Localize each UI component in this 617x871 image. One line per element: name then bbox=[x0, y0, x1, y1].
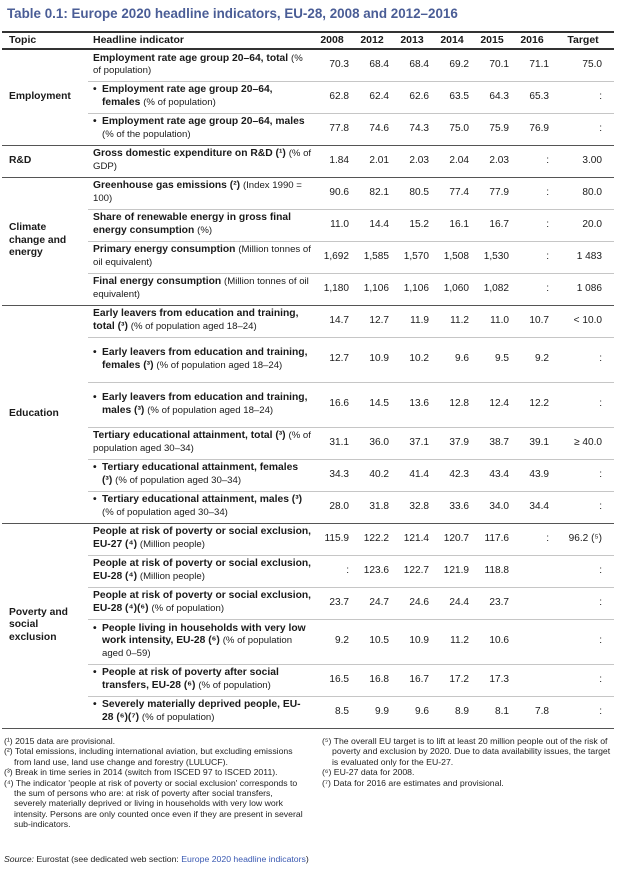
target-cell: 75.0 bbox=[552, 49, 614, 81]
source-line bbox=[4, 854, 309, 864]
value-cell: 65.3 bbox=[512, 81, 552, 113]
indicator-unit: (% of population) bbox=[141, 712, 215, 723]
value-cell: 75.9 bbox=[472, 113, 512, 145]
indicator-cell bbox=[88, 491, 312, 523]
value-cell: 77.4 bbox=[432, 177, 472, 209]
topic-cell: Poverty and social exclusion bbox=[2, 523, 88, 728]
value-cell: 1,180 bbox=[312, 273, 352, 305]
indicator-unit: (% of population aged 30–34) bbox=[93, 430, 311, 454]
value-cell: 71.1 bbox=[512, 49, 552, 81]
footnote: (⁷) Data for 2016 are estimates and provisional. bbox=[322, 777, 504, 788]
table-row bbox=[2, 587, 614, 619]
footnote: (⁵) The overall EU target is to lift at least 20 million people out of the risk of poverty and exclusion by 2020. Due to data availability issues, the target is evaluated only for the EU-27. bbox=[322, 736, 611, 767]
value-cell: 115.9 bbox=[312, 523, 352, 555]
indicator-cell bbox=[88, 459, 312, 491]
table-row bbox=[2, 337, 614, 382]
indicator-name: Severely materially deprived people, EU-28 (⁶)(⁷) bbox=[102, 699, 301, 723]
value-cell: 75.0 bbox=[432, 113, 472, 145]
value-cell: 1,570 bbox=[392, 241, 432, 273]
table-body bbox=[2, 49, 614, 728]
value-cell: 10.5 bbox=[352, 619, 392, 664]
value-cell: 38.7 bbox=[472, 427, 512, 459]
indicator-unit: (% of population) bbox=[93, 52, 303, 77]
value-cell: 64.3 bbox=[472, 81, 512, 113]
topic-cell: Climate change and energy bbox=[2, 177, 88, 305]
value-cell: 28.0 bbox=[312, 491, 352, 523]
value-cell: : bbox=[512, 273, 552, 305]
indicator-cell bbox=[88, 587, 312, 619]
value-cell: 17.2 bbox=[432, 664, 472, 696]
table-row bbox=[2, 113, 614, 145]
value-cell: 11.2 bbox=[432, 619, 472, 664]
value-cell: 8.5 bbox=[312, 696, 352, 728]
footnote: (²) Total emissions, including international aviation, but excluding emissions from land use, land use change and forestry (LULUCF). bbox=[4, 746, 293, 767]
table-row bbox=[2, 664, 614, 696]
target-cell: : bbox=[552, 587, 614, 619]
indicator-name: People at risk of poverty after social transfers, EU-28 (⁶) bbox=[102, 667, 279, 691]
value-cell: 37.9 bbox=[432, 427, 472, 459]
value-cell: 23.7 bbox=[472, 587, 512, 619]
target-cell: : bbox=[552, 81, 614, 113]
value-cell: 1,082 bbox=[472, 273, 512, 305]
value-cell: 2.01 bbox=[352, 145, 392, 177]
value-cell: 70.3 bbox=[312, 49, 352, 81]
indicator-name: Early leavers from education and training, males (³) bbox=[102, 391, 308, 416]
value-cell: 1,585 bbox=[352, 241, 392, 273]
value-cell: 7.8 bbox=[512, 696, 552, 728]
target-cell: : bbox=[552, 555, 614, 587]
table-title: Table 0.1: Europe 2020 headline indicators, EU-28, 2008 and 2012–2016 bbox=[7, 6, 458, 21]
indicator-cell bbox=[88, 49, 312, 81]
value-cell: 121.9 bbox=[432, 555, 472, 587]
table-row bbox=[2, 491, 614, 523]
indicator-unit: (% of population) bbox=[198, 680, 271, 691]
indicator-name: People living in households with very low work intensity, EU-28 (⁶) bbox=[102, 622, 306, 647]
value-cell: 74.6 bbox=[352, 113, 392, 145]
value-cell: 9.2 bbox=[312, 619, 352, 664]
value-cell: 74.3 bbox=[392, 113, 432, 145]
table-row bbox=[2, 459, 614, 491]
indicator-name: Employment rate age group 20–64, females bbox=[102, 84, 273, 108]
value-cell: 16.8 bbox=[352, 664, 392, 696]
table-row bbox=[2, 696, 614, 728]
value-cell: 63.5 bbox=[432, 81, 472, 113]
footnotes-left bbox=[4, 736, 304, 830]
value-cell: 12.7 bbox=[352, 305, 392, 337]
value-cell: 24.4 bbox=[432, 587, 472, 619]
header-row bbox=[2, 32, 614, 49]
value-cell: 16.7 bbox=[392, 664, 432, 696]
bullet-icon: • bbox=[93, 116, 97, 128]
indicator-cell bbox=[88, 664, 312, 696]
value-cell: 16.5 bbox=[312, 664, 352, 696]
topic-cell: R&D bbox=[2, 145, 88, 177]
value-cell: : bbox=[512, 209, 552, 241]
col-header-year: 2015 bbox=[472, 32, 512, 49]
value-cell: 11.9 bbox=[392, 305, 432, 337]
value-cell: 40.2 bbox=[352, 459, 392, 491]
value-cell: 70.1 bbox=[472, 49, 512, 81]
indicator-cell bbox=[88, 145, 312, 177]
value-cell: 13.6 bbox=[392, 382, 432, 427]
table-row bbox=[2, 555, 614, 587]
value-cell: 16.1 bbox=[432, 209, 472, 241]
indicator-unit: (% of population aged 0–59) bbox=[102, 635, 293, 659]
value-cell: 16.6 bbox=[312, 382, 352, 427]
value-cell: 11.0 bbox=[472, 305, 512, 337]
footnote: (⁶) EU-27 data for 2008. bbox=[322, 767, 415, 778]
indicator-unit: (% of population aged 18–24) bbox=[156, 359, 283, 371]
value-cell: 122.7 bbox=[392, 555, 432, 587]
bullet-icon: • bbox=[93, 84, 97, 96]
table-row bbox=[2, 382, 614, 427]
value-cell: 9.5 bbox=[472, 337, 512, 382]
indicator-cell bbox=[88, 382, 312, 427]
target-cell: 1 483 bbox=[552, 241, 614, 273]
value-cell: 32.8 bbox=[392, 491, 432, 523]
target-cell: : bbox=[552, 664, 614, 696]
target-cell: : bbox=[552, 491, 614, 523]
bullet-icon: • bbox=[93, 462, 97, 474]
value-cell: 69.2 bbox=[432, 49, 472, 81]
value-cell: 11.0 bbox=[312, 209, 352, 241]
target-cell: 1 086 bbox=[552, 273, 614, 305]
value-cell: 16.7 bbox=[472, 209, 512, 241]
indicator-unit: (Million tonnes of oil equivalent) bbox=[93, 276, 309, 300]
value-cell: 10.6 bbox=[472, 619, 512, 664]
indicator-unit: (% of population aged 18–24) bbox=[147, 404, 274, 416]
source-text: Eurostat (see dedicated web section: bbox=[36, 854, 179, 864]
footnote: (⁴) The indicator 'people at risk of poverty or social exclusion' corresponds to the sum of persons who are: at risk of poverty after social transfers, severely materially deprived or living in households with very low work intensity. Persons are only counted once even if they are present in several sub-indicators. bbox=[4, 777, 303, 830]
value-cell bbox=[512, 587, 552, 619]
value-cell: 10.9 bbox=[392, 619, 432, 664]
value-cell: 1,060 bbox=[432, 273, 472, 305]
value-cell: 24.6 bbox=[392, 587, 432, 619]
table-row bbox=[2, 241, 614, 273]
indicator-unit: (% of the population) bbox=[102, 129, 191, 140]
value-cell: 12.8 bbox=[432, 382, 472, 427]
table-row bbox=[2, 523, 614, 555]
value-cell: 10.2 bbox=[392, 337, 432, 382]
value-cell: 80.5 bbox=[392, 177, 432, 209]
bullet-icon: • bbox=[93, 699, 97, 711]
indicator-cell bbox=[88, 523, 312, 555]
table-row bbox=[2, 619, 614, 664]
target-cell: 80.0 bbox=[552, 177, 614, 209]
indicator-name: Greenhouse gas emissions (²) bbox=[93, 180, 241, 192]
footnote: (³) Break in time series in 2014 (switch from ISCED 97 to ISCED 2011). bbox=[4, 767, 278, 778]
value-cell bbox=[512, 619, 552, 664]
value-cell: 77.9 bbox=[472, 177, 512, 209]
value-cell: 14.5 bbox=[352, 382, 392, 427]
table-row bbox=[2, 81, 614, 113]
indicator-name: People at risk of poverty or social exclusion, EU-28 (⁴)(⁶) bbox=[93, 590, 312, 614]
indicator-unit: (Index 1990 = 100) bbox=[93, 180, 302, 204]
value-cell: 34.0 bbox=[472, 491, 512, 523]
indicator-name: Primary energy consumption bbox=[93, 244, 236, 256]
value-cell: 1,530 bbox=[472, 241, 512, 273]
value-cell: 43.4 bbox=[472, 459, 512, 491]
bullet-icon: • bbox=[93, 391, 97, 403]
target-cell: 3.00 bbox=[552, 145, 614, 177]
value-cell: 14.7 bbox=[312, 305, 352, 337]
value-cell: 34.3 bbox=[312, 459, 352, 491]
table-row bbox=[2, 305, 614, 337]
target-cell: 96.2 (⁵) bbox=[552, 523, 614, 555]
target-cell: : bbox=[552, 619, 614, 664]
value-cell: 2.04 bbox=[432, 145, 472, 177]
indicator-name: Employment rate age group 20–64, total bbox=[93, 52, 289, 64]
col-header-year: 2008 bbox=[312, 32, 352, 49]
indicator-name: Early leavers from education and training, total (³) bbox=[93, 308, 299, 332]
indicator-name: Share of renewable energy in gross final energy consumption bbox=[93, 212, 291, 236]
value-cell: 1,106 bbox=[392, 273, 432, 305]
footnote: (¹) 2015 data are provisional. bbox=[4, 736, 116, 746]
value-cell: 34.4 bbox=[512, 491, 552, 523]
indicator-name: Early leavers from education and training, females (³) bbox=[102, 346, 308, 371]
value-cell: 9.6 bbox=[432, 337, 472, 382]
value-cell: : bbox=[512, 145, 552, 177]
value-cell: 24.7 bbox=[352, 587, 392, 619]
value-cell: 17.3 bbox=[472, 664, 512, 696]
value-cell: 9.2 bbox=[512, 337, 552, 382]
col-header-year: 2012 bbox=[352, 32, 392, 49]
indicator-unit: (% of population aged 30–34) bbox=[115, 475, 242, 486]
value-cell: 122.2 bbox=[352, 523, 392, 555]
indicator-name: Employment rate age group 20–64, males bbox=[102, 116, 305, 128]
value-cell: 41.4 bbox=[392, 459, 432, 491]
value-cell: 33.6 bbox=[432, 491, 472, 523]
indicator-unit: (% of population aged 30–34) bbox=[102, 507, 228, 518]
indicator-cell bbox=[88, 177, 312, 209]
value-cell: 2.03 bbox=[392, 145, 432, 177]
col-header-indicator: Headline indicator bbox=[88, 32, 312, 49]
target-cell: : bbox=[552, 337, 614, 382]
indicator-name: Tertiary educational attainment, females (³) bbox=[102, 462, 299, 486]
value-cell: 2.03 bbox=[472, 145, 512, 177]
value-cell: 12.2 bbox=[512, 382, 552, 427]
indicator-cell bbox=[88, 241, 312, 273]
value-cell: 43.9 bbox=[512, 459, 552, 491]
value-cell: 1,106 bbox=[352, 273, 392, 305]
value-cell: 76.9 bbox=[512, 113, 552, 145]
value-cell: 1,692 bbox=[312, 241, 352, 273]
target-cell: : bbox=[552, 459, 614, 491]
indicator-unit: (% of GDP) bbox=[93, 148, 312, 172]
value-cell: 1.84 bbox=[312, 145, 352, 177]
indicator-cell bbox=[88, 81, 312, 113]
value-cell: 12.7 bbox=[312, 337, 352, 382]
value-cell: 23.7 bbox=[312, 587, 352, 619]
value-cell: 8.9 bbox=[432, 696, 472, 728]
target-cell: 20.0 bbox=[552, 209, 614, 241]
col-header-year: 2016 bbox=[512, 32, 552, 49]
value-cell: : bbox=[512, 177, 552, 209]
indicator-cell bbox=[88, 273, 312, 305]
table-row bbox=[2, 427, 614, 459]
value-cell: 68.4 bbox=[352, 49, 392, 81]
indicator-cell bbox=[88, 555, 312, 587]
indicator-unit: (% of population) bbox=[151, 603, 225, 614]
value-cell: 1,508 bbox=[432, 241, 472, 273]
table-row bbox=[2, 145, 614, 177]
value-cell: 117.6 bbox=[472, 523, 512, 555]
value-cell: : bbox=[312, 555, 352, 587]
target-cell: : bbox=[552, 696, 614, 728]
bullet-icon: • bbox=[93, 494, 97, 506]
source-link[interactable]: Europe 2020 headline indicators bbox=[181, 854, 306, 864]
indicator-cell bbox=[88, 305, 312, 337]
indicator-cell bbox=[88, 337, 312, 382]
value-cell: 62.8 bbox=[312, 81, 352, 113]
col-header-year: 2013 bbox=[392, 32, 432, 49]
indicator-name: Tertiary educational attainment, total (³) bbox=[93, 430, 286, 442]
topic-cell: Employment bbox=[2, 49, 88, 145]
value-cell bbox=[512, 555, 552, 587]
table-row bbox=[2, 177, 614, 209]
value-cell: 15.2 bbox=[392, 209, 432, 241]
col-header-topic: Topic bbox=[2, 32, 88, 49]
value-cell: 31.8 bbox=[352, 491, 392, 523]
value-cell: 11.2 bbox=[432, 305, 472, 337]
value-cell: 77.8 bbox=[312, 113, 352, 145]
indicator-name: Tertiary educational attainment, males (³) bbox=[102, 494, 303, 506]
indicator-cell bbox=[88, 696, 312, 728]
headline-indicators-table bbox=[2, 31, 614, 729]
indicator-name: People at risk of poverty or social exclusion, EU-27 (⁴) bbox=[93, 526, 312, 550]
value-cell: 37.1 bbox=[392, 427, 432, 459]
value-cell: 118.8 bbox=[472, 555, 512, 587]
indicator-unit: (%) bbox=[197, 225, 213, 236]
indicator-name: Gross domestic expenditure on R&D (¹) bbox=[93, 148, 286, 160]
value-cell: 62.4 bbox=[352, 81, 392, 113]
value-cell: 123.6 bbox=[352, 555, 392, 587]
value-cell: 31.1 bbox=[312, 427, 352, 459]
indicator-unit: (Million tonnes of oil equivalent) bbox=[93, 244, 311, 268]
value-cell: 12.4 bbox=[472, 382, 512, 427]
value-cell: 10.7 bbox=[512, 305, 552, 337]
value-cell: 42.3 bbox=[432, 459, 472, 491]
indicator-unit: (% of population aged 18–24) bbox=[130, 321, 257, 332]
value-cell: 39.1 bbox=[512, 427, 552, 459]
target-cell: : bbox=[552, 113, 614, 145]
col-header-year: 2014 bbox=[432, 32, 472, 49]
bullet-icon: • bbox=[93, 622, 97, 634]
value-cell: : bbox=[512, 241, 552, 273]
value-cell: 90.6 bbox=[312, 177, 352, 209]
indicator-unit: (Million people) bbox=[139, 571, 205, 582]
value-cell: 36.0 bbox=[352, 427, 392, 459]
value-cell: 82.1 bbox=[352, 177, 392, 209]
indicator-unit: (Million people) bbox=[139, 539, 205, 550]
table-row bbox=[2, 273, 614, 305]
indicator-cell bbox=[88, 113, 312, 145]
indicator-cell bbox=[88, 619, 312, 664]
value-cell: 62.6 bbox=[392, 81, 432, 113]
bullet-icon: • bbox=[93, 667, 97, 679]
value-cell: : bbox=[512, 523, 552, 555]
indicator-cell bbox=[88, 427, 312, 459]
source-label: Source: bbox=[4, 854, 34, 864]
table-row bbox=[2, 49, 614, 81]
value-cell: 14.4 bbox=[352, 209, 392, 241]
value-cell: 120.7 bbox=[432, 523, 472, 555]
value-cell bbox=[512, 664, 552, 696]
indicator-unit: (% of population) bbox=[143, 97, 216, 108]
table-row bbox=[2, 209, 614, 241]
value-cell: 9.9 bbox=[352, 696, 392, 728]
value-cell: 8.1 bbox=[472, 696, 512, 728]
value-cell: 121.4 bbox=[392, 523, 432, 555]
topic-cell: Education bbox=[2, 305, 88, 523]
source-close: ) bbox=[305, 854, 309, 864]
value-cell: 68.4 bbox=[392, 49, 432, 81]
indicator-name: Final energy consumption bbox=[93, 276, 222, 288]
bullet-icon: • bbox=[93, 346, 97, 358]
value-cell: 9.6 bbox=[392, 696, 432, 728]
target-cell: ≥ 40.0 bbox=[552, 427, 614, 459]
target-cell: < 10.0 bbox=[552, 305, 614, 337]
indicator-name: People at risk of poverty or social exclusion, EU-28 (⁴) bbox=[93, 558, 312, 582]
indicator-cell bbox=[88, 209, 312, 241]
footnotes-right bbox=[322, 736, 614, 788]
col-header-target: Target bbox=[552, 32, 614, 49]
value-cell: 10.9 bbox=[352, 337, 392, 382]
target-cell: : bbox=[552, 382, 614, 427]
